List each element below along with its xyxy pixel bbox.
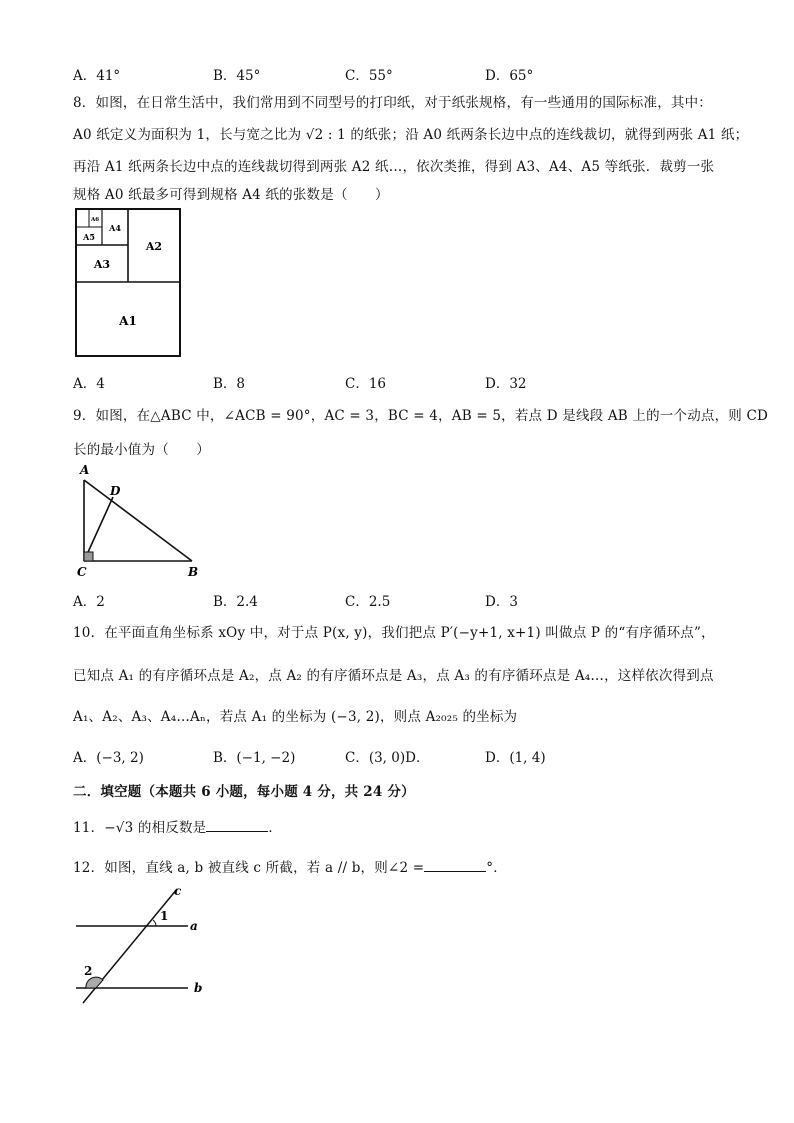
q10-text-line2: 已知点 A₁ 的有序循环点是 A₂，点 A₂ 的有序循环点是 A₃，点 A₃ 的有序循环点是 A₄…，这样依次得到点 [73, 668, 714, 684]
label-a1: A1 [119, 314, 137, 328]
q8-option-c: C．16 [345, 376, 387, 392]
q8-text-line1: 8．如图，在日常生活中，我们常用到不同型号的打印纸，对于纸张规格，有一些通用的国际标准，其中： [73, 95, 712, 111]
label-a5: A5 [83, 232, 95, 242]
label-a3: A3 [93, 258, 111, 271]
label-point-c: C [77, 565, 87, 579]
q8-option-d: D．32 [485, 376, 527, 392]
q10-option-d: D．(1, 4) [485, 750, 546, 766]
q9-text-line1: 9．如图，在△ABC 中，∠ACB = 90°，AC = 3，BC = 4，AB = 5，若点 D 是线段 AB 上的一个动点，则 CD [73, 408, 769, 424]
q11-text [73, 816, 282, 836]
q10-option-b: B．(−1, −2) [213, 750, 296, 766]
label-line-a: a [190, 919, 198, 933]
label-a4: A4 [109, 223, 121, 233]
q8-text-line4: 规格 A0 纸最多可得到规格 A4 纸的张数是（ ） [73, 187, 389, 203]
q12-answer-blank[interactable] [424, 859, 486, 872]
q8-option-b: B．8 [213, 376, 246, 392]
q10-text-line1: 10．在平面直角坐标系 xOy 中，对于点 P(x, y)，我们把点 P′(−y+1, x+1) 叫做点 P 的“有序循环点”， [73, 625, 715, 641]
q12-text [73, 856, 507, 876]
paper-sizes-figure [70, 204, 190, 362]
angle-2-mark [86, 977, 103, 988]
q7-option-b: B．45° [213, 68, 261, 84]
label-angle-2: 2 [84, 964, 93, 978]
q11-prefix: 11．−√3 的相反数是 [73, 820, 207, 836]
label-angle-1: 1 [160, 909, 169, 923]
q11-answer-blank[interactable] [206, 819, 268, 832]
q7-option-a: A．41° [73, 68, 121, 84]
label-point-b: B [188, 565, 199, 579]
label-point-a: A [80, 463, 90, 477]
q11-suffix: ． [268, 820, 283, 836]
label-point-d: D [110, 484, 121, 498]
q10-text-line3: A₁、A₂、A₃、A₄…Aₙ，若点 A₁ 的坐标为 (−3, 2)，则点 A₂₀₂₅ 的坐标为 [73, 709, 518, 725]
q9-text-line2: 长的最小值为（ ） [73, 442, 210, 458]
right-angle-mark [84, 552, 93, 561]
parallel-lines-figure [70, 882, 210, 1007]
q12-suffix: °． [486, 860, 507, 876]
q8-option-a: A．4 [73, 376, 105, 392]
triangle-abc-figure [72, 460, 207, 582]
label-line-c: c [174, 884, 182, 898]
q7-option-d: D．65° [485, 68, 534, 84]
q10-option-c: C．(3, 0)D． [345, 750, 430, 766]
q9-option-c: C．2.5 [345, 594, 391, 610]
q8-text-line3: 再沿 A1 纸两条长边中点的连线裁切得到两张 A2 纸…，依次类推，得到 A3、A4、A5 等纸张．裁剪一张 [73, 159, 715, 175]
q9-option-a: A．2 [73, 594, 105, 610]
label-a6: A6 [90, 217, 100, 223]
q8-text-line2: A0 纸定义为面积为 1，长与宽之比为 √2 : 1 的纸张；沿 A0 纸两条长边中点的连线裁切，就得到两张 A1 纸； [73, 127, 749, 143]
q7-option-c: C．55° [345, 68, 393, 84]
q10-option-a: A．(−3, 2) [73, 750, 144, 766]
q9-option-b: B．2.4 [213, 594, 258, 610]
section-title-fill-in: 二．填空题（本题共 6 小题，每小题 4 分，共 24 分） [73, 784, 415, 800]
q12-prefix: 12．如图，直线 a, b 被直线 c 所截，若 a // b，则∠2 = [73, 860, 425, 876]
label-a2: A2 [145, 240, 163, 253]
label-line-b: b [194, 981, 203, 995]
q9-option-d: D．3 [485, 594, 518, 610]
